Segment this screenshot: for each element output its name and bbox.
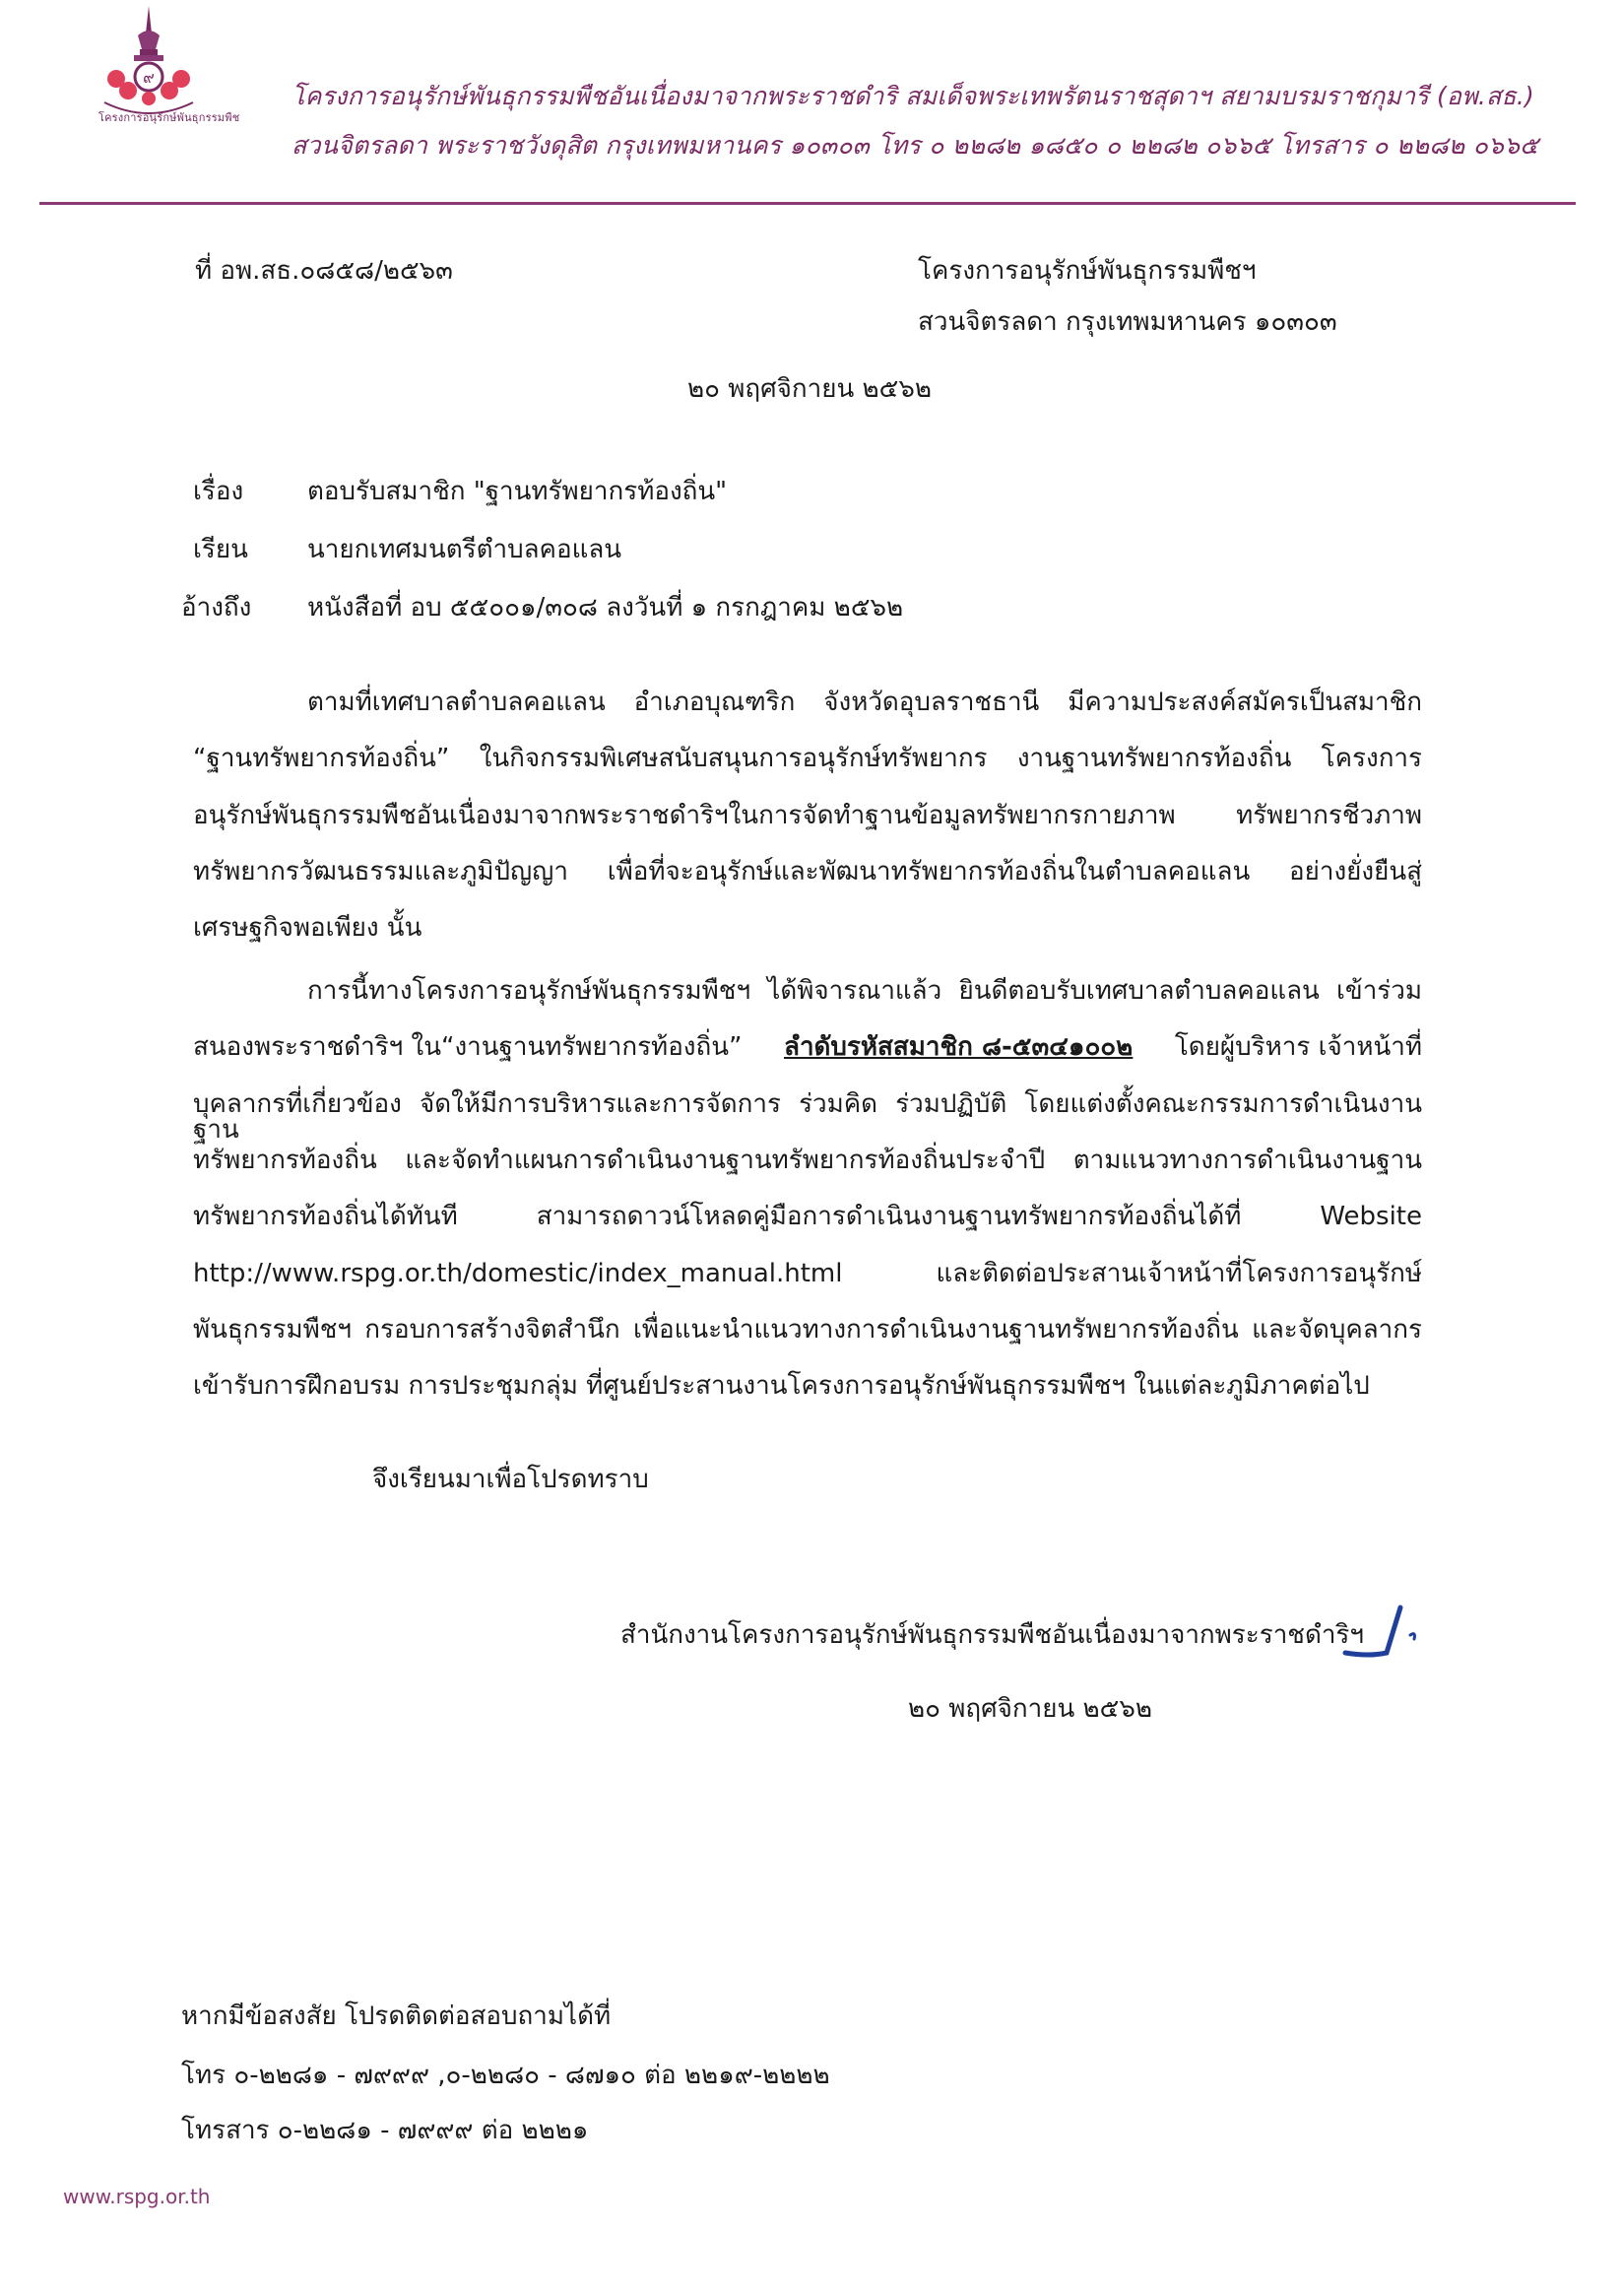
paragraph-line: “ฐานทรัพยากรท้องถิ่น” ในกิจกรรมพิเศษสนับสนุนการอนุรักษ์ทรัพยากร งานฐานทรัพยากรท้องถิ่น โครงการ [193,744,1422,773]
paragraph-line: การนี้ทางโครงการอนุรักษ์พันธุกรรมพืชฯ ได้พิจารณาแล้ว ยินดีตอบรับเทศบาลตำบลคอแลน เข้าร่วม [307,976,1422,1006]
paragraph-line: ทรัพยากรท้องถิ่น และจัดทำแผนการดำเนินงานฐานทรัพยากรท้องถิ่นประจำปี ตามแนวทางการดำเนินงานฐาน [193,1146,1422,1175]
paragraph-line: ตามที่เทศบาลตำบลคอแลน อำเภอบุณฑริก จังหวัดอุบลราชธานี มีความประสงค์สมัครเป็นสมาชิก [307,688,1422,717]
paragraph-line-url: http://www.rspg.or.th/domestic/index_manual.html และติดต่อประสานเจ้าหน้าที่โครงการอนุรักษ์ [193,1259,1422,1288]
paragraph-line: พันธุกรรมพืชฯ กรอบการสร้างจิตสำนึก เพื่อแนะนำแนวทางการดำเนินงานฐานทรัพยากรท้องถิ่น และจัดบุคลากร [193,1315,1422,1345]
paragraph-line: อนุรักษ์พันธุกรรมพืชอันเนื่องมาจากพระราชดำริฯในการจัดทำฐานข้อมูลทรัพยากรกายภาพ ทรัพยากรชีวภาพ [193,801,1422,830]
reference-number: ที่ อพ.สธ.๐๘๕๘/๒๕๖๓ [195,256,453,286]
subject-label: เรื่อง [193,477,244,506]
paragraph-segment: โดยผู้บริหาร เจ้าหน้าที่ [1174,1032,1422,1062]
ref-label: อ้างถึง [181,593,252,623]
svg-text:๙: ๙ [143,68,155,87]
contact-fax: โทรสาร ๐-๒๒๘๑ - ๗๙๙๙ ต่อ ๒๒๒๑ [181,2116,589,2145]
contact-intro: หากมีข้อสงสัย โปรดติดต่อสอบถามได้ที่ [181,2001,612,2031]
paragraph-line: เศรษฐกิจพอเพียง นั้น [193,913,422,943]
footer-url[interactable]: www.rspg.or.th [63,2185,211,2208]
signature-mark [1339,1596,1438,1665]
document-date: ๒๐ พฤศจิกายน ๒๕๖๒ [687,374,932,404]
reference-letter: หนังสือที่ อบ ๕๕๐๐๑/๓๐๘ ลงวันที่ ๑ กรกฎาคม ๒๕๖๒ [307,593,904,623]
letterhead-divider [39,202,1576,205]
signature-office: สำนักงานโครงการอนุรักษ์พันธุกรรมพืชอันเนื่องมาจากพระราชดำริฯ [620,1620,1364,1650]
to-label: เรียน [193,535,248,564]
sender-line-1: โครงการอนุรักษ์พันธุกรรมพืชฯ [918,256,1257,286]
paragraph-line-member-code [193,1034,1422,1060]
paragraph-line: บุคลากรที่เกี่ยวข้อง จัดให้มีการบริหารและการจัดการ ร่วมคิด ร่วมปฏิบัติ โดยแต่งตั้งคณะกรรมการดำเนินงานฐาน [193,1089,1422,1145]
rspg-logo [95,4,203,122]
paragraph-line: ทรัพยากรวัฒนธรรมและภูมิปัญญา เพื่อที่จะอนุรักษ์และพัฒนาทรัพยากรท้องถิ่นในตำบลคอแลน อย่างยั่งยืนสู่ [193,857,1422,886]
paragraph-line: ทรัพยากรท้องถิ่นได้ทันที สามารถดาวน์โหลดคู่มือการดำเนินงานฐานทรัพยากรท้องถิ่นได้ที่ Website [193,1202,1422,1231]
signature-date: ๒๐ พฤศจิกายน ๒๕๖๒ [908,1694,1152,1724]
contact-phone: โทร ๐-๒๒๘๑ - ๗๙๙๙ ,๐-๒๒๘๐ - ๘๗๑๐ ต่อ ๒๒๑๙-๒๒๒๒ [181,2061,830,2090]
closing-line: จึงเรียนมาเพื่อโปรดทราบ [372,1465,649,1494]
subject: ตอบรับสมาชิก "ฐานทรัพยากรท้องถิ่น" [307,477,728,506]
letterhead-line-1: โครงการอนุรักษ์พันธุกรรมพืชอันเนื่องมาจากพระราชดำริ สมเด็จพระเทพรัตนราชสุดาฯ สยามบรมราชกุมารี (อพ.สธ.) [292,82,1534,110]
member-code: ลำดับรหัสสมาชิก ๘-๕๓๔๑๐๐๒ [784,1032,1134,1062]
sender-line-2: สวนจิตรลดา กรุงเทพมหานคร ๑๐๓๐๓ [918,307,1337,337]
paragraph-segment: สนองพระราชดำริฯ ใน“งานฐานทรัพยากรท้องถิ่น” [193,1032,743,1062]
letterhead-logo-text: โครงการอนุรักษ์พันธุกรรมพืช [98,111,240,124]
recipient: นายกเทศมนตรีตำบลคอแลน [307,535,622,564]
paragraph-line: เข้ารับการฝึกอบรม การประชุมกลุ่ม ที่ศูนย์ประสานงานโครงการอนุรักษ์พันธุกรรมพืชฯ ในแต่ละภูมิภาคต่อไป [193,1371,1370,1401]
letterhead-line-2: สวนจิตรลดา พระราชวังดุสิต กรุงเทพมหานคร ๑๐๓๐๓ โทร ๐ ๒๒๘๒ ๑๘๕๐ ๐ ๒๒๘๒ ๐๖๖๕ โทรสาร ๐ ๒๒๘๒ ๐๖๖๕ [292,131,1539,160]
